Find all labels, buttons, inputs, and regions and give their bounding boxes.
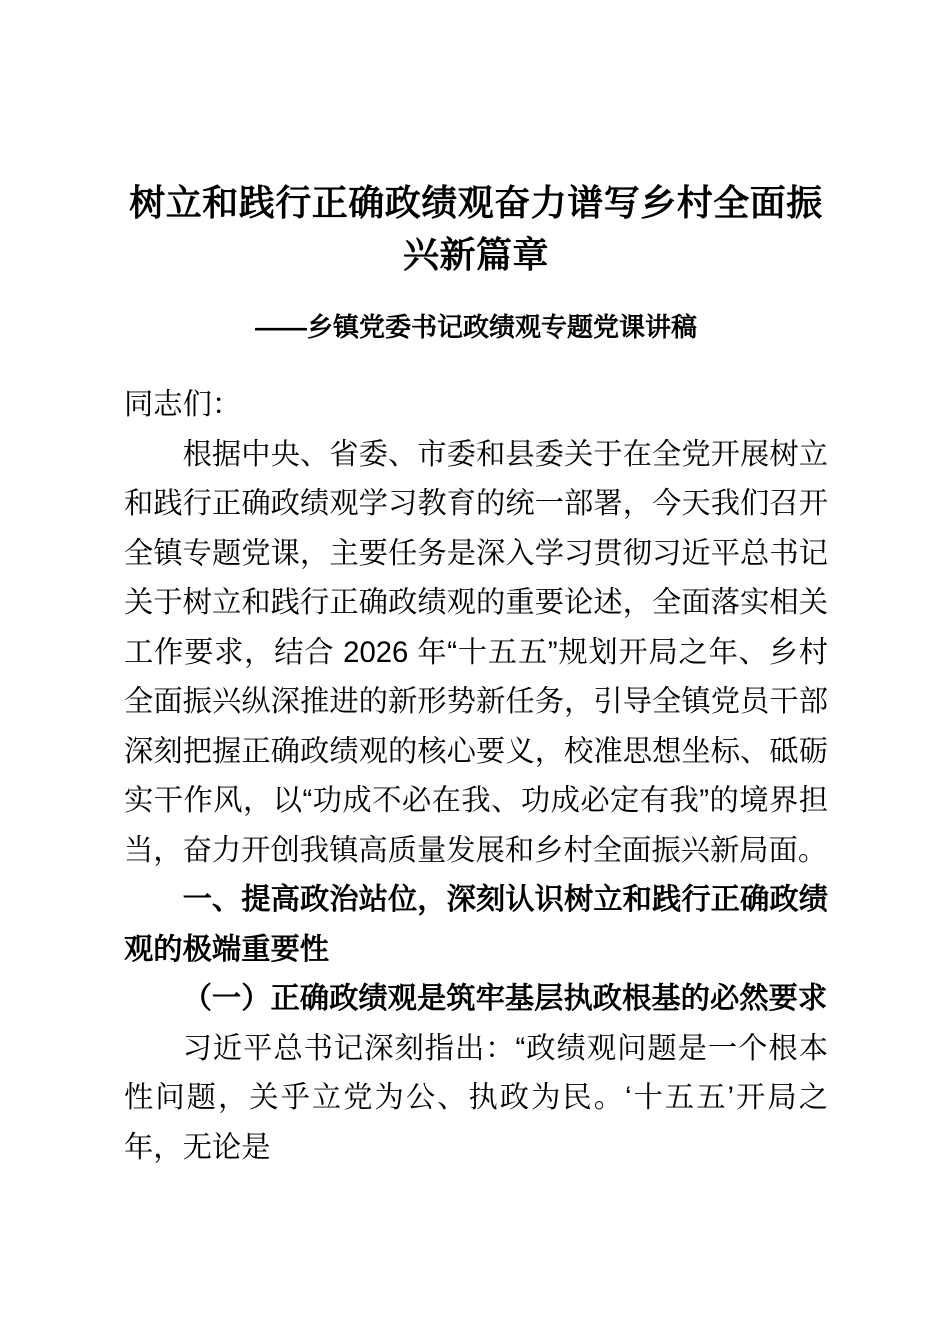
paragraph: 习近平总书记深刻指出：“政绩观问题是一个根本性问题，关乎立党为公、执政为民。‘十五五’开局之年，无论是 (124, 1031, 828, 1164)
document-subtitle: ——乡镇党委书记政绩观专题党课讲稿 (254, 312, 697, 342)
paragraph: 根据中央、省委、市委和县委关于在全党开展树立和践行正确政绩观学习教育的统一部署，今天我们召开全镇专题党课，主要任务是深入学习贯彻习近平总书记关于树立和践行正确政绩观的重要论述，全面落实相关工作要求，结合 2026 年“十五五”规划开局之年、乡村全面振兴纵深推进的新形势新任务，引导全镇党员干部深刻把握正确政绩观的核心要义，校准思想坐标、砥砺实干作风，以“功成不必在我、功成必定有我”的境界担当，奋力开创我镇高质量发展和乡村全面振兴新局面。 (124, 437, 828, 867)
paragraph-salutation: 同志们： (124, 388, 242, 421)
section-heading: 一、提高政治站位，深刻认识树立和践行正确政绩观的极端重要性 (124, 883, 828, 966)
document-body (124, 380, 828, 1172)
subsection-heading: （一）正确政绩观是筑牢基层执政根基的必然要求 (182, 982, 828, 1015)
document-title: 树立和践行正确政绩观奋力谱写乡村全面振兴新篇章 (129, 182, 823, 275)
